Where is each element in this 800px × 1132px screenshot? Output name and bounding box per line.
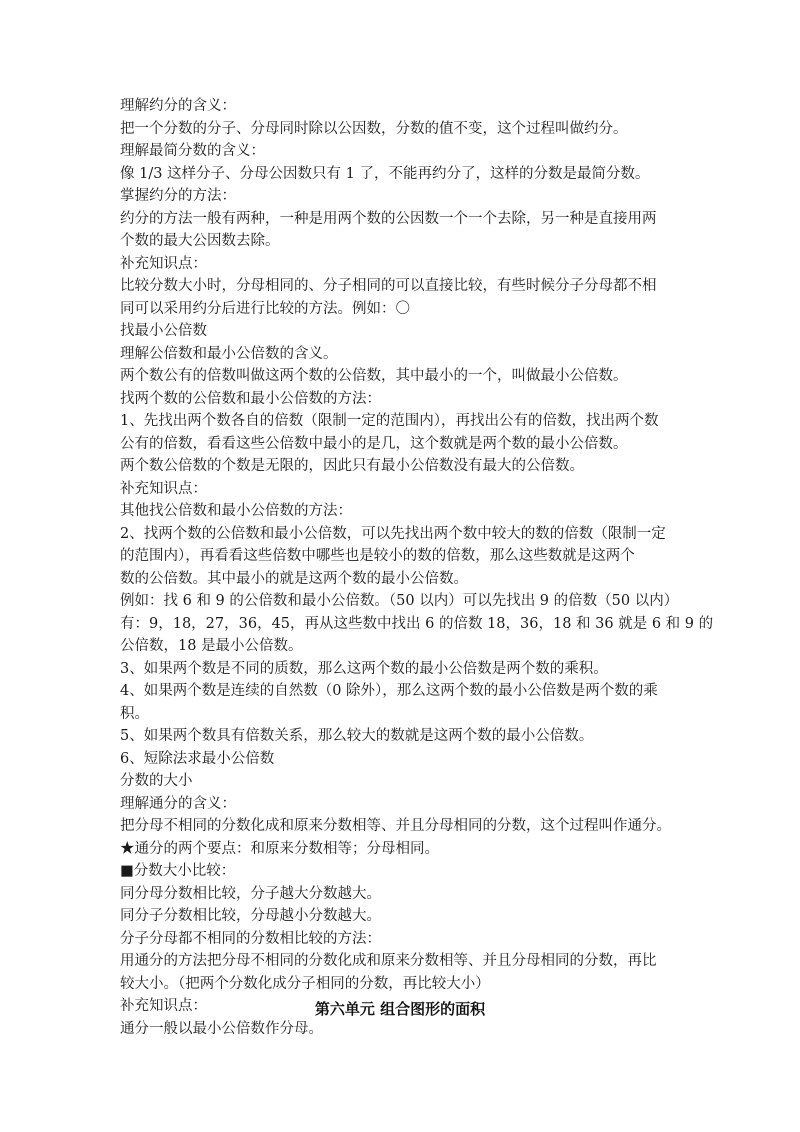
text-line: 个数的最大公因数去除。 <box>120 233 280 249</box>
text-line: 的范围内），再看看这些倍数中哪些也是较小的数的倍数，那么这些数就是这两个 <box>120 548 635 564</box>
text-line: ★通分的两个要点：和原来分数相等；分母相同。 <box>120 840 439 857</box>
text-line: 用通分的方法把分母不相同的分数化成和原来分数相等、并且分母相同的分数，再比 <box>120 953 657 969</box>
text-line: 较大小。（把两个分数化成分子相同的分数，再比较大小） <box>120 975 490 992</box>
text-line: 分数的大小 <box>120 773 193 789</box>
text-line: 5、如果两个数具有倍数关系，那么较大的数就是这两个数的最小公倍数。 <box>120 728 594 744</box>
text-line: 比较分数大小时，分母相同的、分子相同的可以直接比较，有些时候分子分母都不相 <box>120 278 657 294</box>
text-line: 理解公倍数和最小公倍数的含义。 <box>120 345 338 362</box>
text-line: 有：9，18，27，36，45，再从这些数中找出 6 的倍数 18，36，18 和 36 就是 6 和 9 的 <box>120 615 714 632</box>
text-line: 数的公倍数。其中最小的就是这两个数的最小公倍数。 <box>120 570 468 587</box>
text-line: 补充知识点： <box>120 998 207 1014</box>
text-line: 把分母不相同的分数化成和原来分数相等、并且分母相同的分数，这个过程叫作通分。 <box>120 818 671 834</box>
text-line: 公有的倍数，看看这些公倍数中最小的是几，这个数就是两个数的最小公倍数。 <box>120 435 628 452</box>
text-line: 其他找公倍数和最小公倍数的方法： <box>120 503 352 519</box>
text-line: 补充知识点： <box>120 255 207 272</box>
text-line: 两个数公有的倍数叫做这两个数的公倍数，其中最小的一个，叫做最小公倍数。 <box>120 368 628 384</box>
text-line: ■分数大小比较： <box>120 863 236 879</box>
text-line: 理解最简分数的含义： <box>120 143 265 159</box>
section-heading: 第六单元 组合图形的面积 <box>314 1000 486 1018</box>
text-line: 把一个分数的分子、分母同时除以公因数，分数的值不变，这个过程叫做约分。 <box>120 120 628 137</box>
text-line: 像 1/3 这样分子、分母公因数只有 1 了，不能再约分了，这样的分数是最简分数。 <box>120 165 650 182</box>
text-line: 公倍数，18 是最小公倍数。 <box>120 638 303 654</box>
text-line: 理解通分的含义： <box>120 795 236 812</box>
text-line: 通分一般以最小公倍数作分母。 <box>120 1020 323 1037</box>
text-line: 积。 <box>120 705 149 722</box>
text-line: 2、找两个数的公倍数和最小公倍数，可以先找出两个数中较大的数的倍数（限制一定 <box>120 525 666 542</box>
text-line: 理解约分的含义： <box>120 98 236 114</box>
document-body <box>120 95 714 1040</box>
text-line: 例如：找 6 和 9 的公倍数和最小公倍数。（50 以内）可以先找出 9 的倍数（50 以内） <box>120 593 679 609</box>
text-line: 1、先找出两个数各自的倍数（限制一定的范围内），再找出公有的倍数，找出两个数 <box>120 413 659 429</box>
text-line: 找两个数的公倍数和最小公倍数的方法： <box>120 390 381 407</box>
text-line: 掌握约分的方法： <box>120 188 236 204</box>
text-line: 补充知识点： <box>120 480 207 497</box>
text-line: 分子分母都不相同的分数相比较的方法： <box>120 930 381 947</box>
text-line: 3、如果两个数是不同的质数，那么这两个数的最小公倍数是两个数的乘积。 <box>120 660 608 677</box>
text-line: 6、短除法求最小公倍数 <box>120 750 275 767</box>
text-line: 同分子分数相比较，分母越小分数越大。 <box>120 908 381 924</box>
text-line: 4、如果两个数是连续的自然数（0 除外），那么这两个数的最小公倍数是两个数的乘 <box>120 683 658 699</box>
text-line: 两个数公倍数的个数是无限的，因此只有最小公倍数没有最大的公倍数。 <box>120 458 584 474</box>
text-line: 同可以采用约分后进行比较的方法。例如：〇 <box>120 300 410 317</box>
text-line: 约分的方法一般有两种，一种是用两个数的公因数一个一个去除，另一种是直接用两 <box>120 210 657 227</box>
text-line: 同分母分数相比较，分子越大分数越大。 <box>120 885 381 902</box>
text-line: 找最小公倍数 <box>120 323 207 339</box>
